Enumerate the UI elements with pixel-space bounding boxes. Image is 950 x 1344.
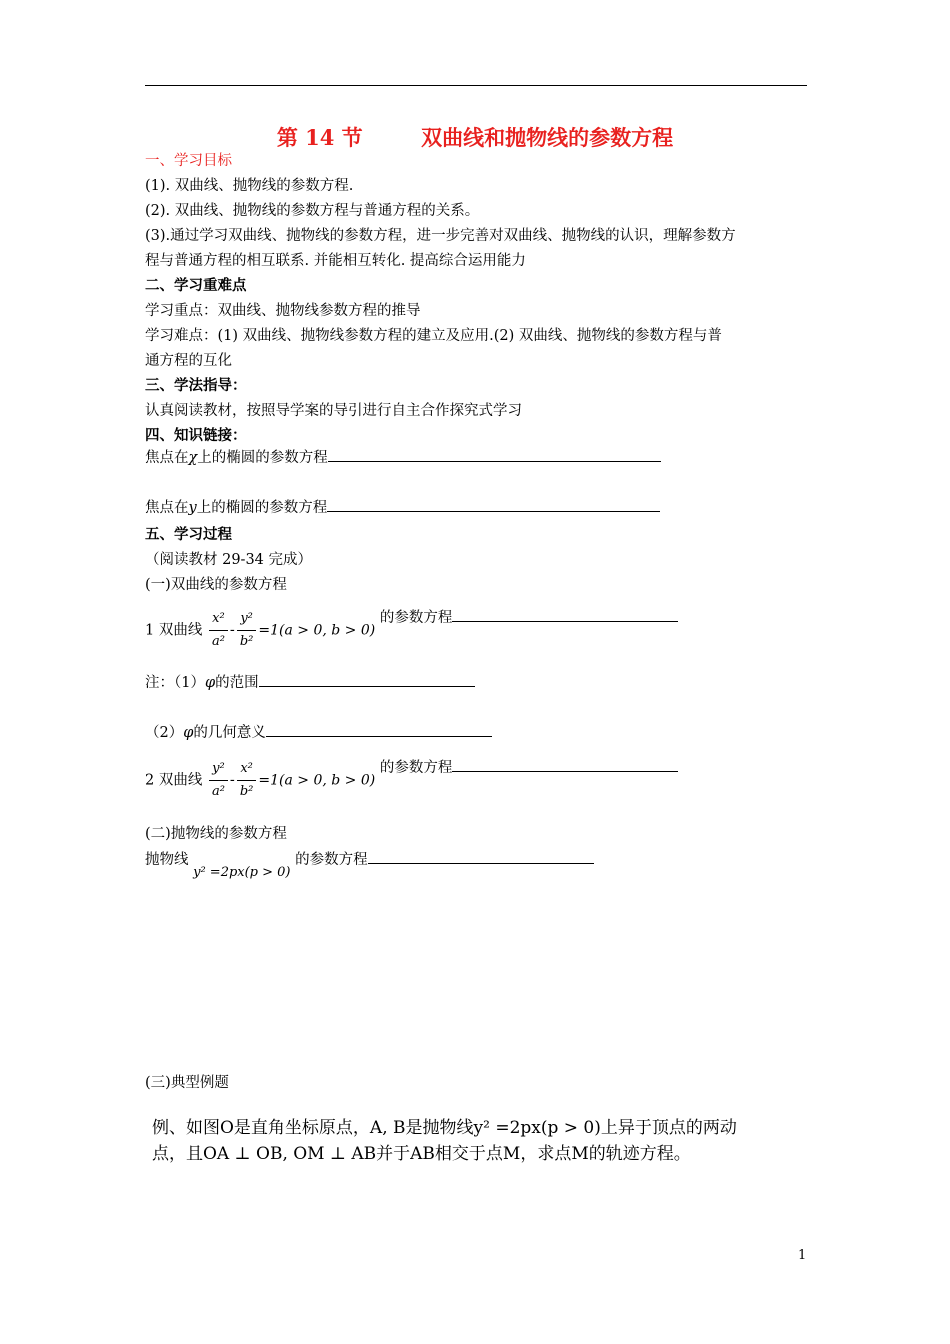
ellipse-y-prompt: [145, 497, 660, 518]
note-2-blank[interactable]: [266, 722, 492, 737]
section-1-heading: 一、学习目标: [145, 153, 232, 169]
note-1-post: 的范围: [215, 675, 259, 691]
difficulty-a: 学习难点：(1) 双曲线、抛物线参数方程的建立及应用.(2) 双曲线、抛物线的参数方程与普: [145, 328, 722, 344]
section-4-heading: 四、知识链接：: [145, 427, 247, 444]
ellipse-y-blank[interactable]: [327, 497, 660, 512]
ellipse-y-var: y: [188, 500, 197, 516]
q1-minus: -: [229, 622, 235, 639]
q2-pre: 2 双曲线: [145, 772, 203, 789]
note-1-blank[interactable]: [259, 672, 475, 687]
note-1: [145, 672, 475, 693]
q1-denominator-2: b²: [239, 634, 254, 649]
note-2-post: 的几何意义: [193, 725, 266, 741]
phi-symbol-2: φ: [183, 725, 194, 741]
ellipse-x-blank[interactable]: [328, 447, 661, 462]
q1-fraction-2: [237, 608, 257, 653]
phi-symbol-1: φ: [204, 675, 216, 691]
key-point: 学习重点：双曲线、抛物线参数方程的推导: [145, 303, 421, 319]
hyperbola-1-question: [145, 608, 678, 653]
page-number: 1: [798, 1248, 807, 1263]
subsection-parabola: (二)抛物线的参数方程: [145, 826, 287, 842]
q1-numerator-1: x²: [209, 608, 228, 631]
goal-item-1: (1). 双曲线、抛物线的参数方程.: [145, 178, 354, 194]
hyperbola-2-question: [145, 758, 678, 803]
q1-blank[interactable]: [452, 607, 678, 622]
q2-denominator-2: b²: [239, 784, 254, 799]
q2-rhs: =1(a > 0, b > 0): [258, 772, 376, 789]
q3-post: 的参数方程: [295, 852, 368, 868]
subsection-hyperbola: (一)双曲线的参数方程: [145, 577, 287, 593]
q1-fraction-1: [209, 608, 228, 653]
q2-post: 的参数方程: [379, 760, 453, 776]
reading-note: （阅读教材 29-34 完成）: [145, 552, 313, 568]
q2-blank[interactable]: [452, 757, 678, 772]
q1-pre: 1 双曲线: [145, 622, 203, 639]
q2-fraction-1: [209, 758, 228, 803]
q1-denominator-1: a²: [211, 634, 225, 649]
q2-denominator-1: a²: [211, 784, 225, 799]
subsection-examples: (三)典型例题: [145, 1075, 229, 1091]
q1-numerator-2: y²: [237, 608, 257, 631]
section-2-heading: 二、学习重难点: [145, 277, 247, 294]
goal-item-3b: 程与普通方程的相互联系. 并能相互转化. 提高综合运用能力: [145, 253, 526, 269]
note-2: [145, 722, 492, 743]
method-text: 认真阅读教材，按照导学案的导引进行自主合作探究式学习: [145, 403, 522, 419]
ellipse-x-var: χ: [188, 450, 198, 466]
goal-item-3a: (3).通过学习双曲线、抛物线的参数方程，进一步完善对双曲线、抛物线的认识，理解参数方: [145, 228, 736, 244]
page-title: 第 14 节 双曲线和抛物线的参数方程: [276, 125, 674, 150]
section-5-heading: 五、学习过程: [145, 526, 232, 543]
q2-fraction-2: [237, 758, 257, 803]
q2-numerator-2: x²: [237, 758, 257, 781]
section-3-heading: 三、学法指导：: [145, 377, 247, 394]
note-1-pre: 注：（1）: [145, 675, 205, 691]
parabola-question: [145, 849, 594, 880]
q3-equation: y² =2px(p > 0): [193, 865, 291, 880]
ellipse-x-post: 上的椭圆的参数方程: [197, 450, 328, 466]
ellipse-x-prompt: [145, 447, 661, 468]
q3-pre: 抛物线: [145, 852, 189, 868]
goal-item-2: (2). 双曲线、抛物线的参数方程与普通方程的关系。: [145, 203, 480, 219]
note-2-pre: （2）: [145, 725, 184, 741]
q3-blank[interactable]: [368, 849, 594, 864]
q2-minus: -: [229, 772, 235, 789]
example-line-1: 例、如图O是直角坐标原点，A, B是抛物线y² =2px(p > 0)上异于顶点的两动: [152, 1118, 737, 1138]
example-line-2: 点，且OA ⊥ OB, OM ⊥ AB并于AB相交于点M，求点M的轨迹方程。: [152, 1144, 691, 1164]
q2-numerator-1: y²: [209, 758, 228, 781]
difficulty-b: 通方程的互化: [145, 353, 232, 369]
q1-rhs: =1(a > 0, b > 0): [258, 622, 376, 639]
ellipse-y-pre: 焦点在: [145, 500, 189, 516]
q1-post: 的参数方程: [379, 610, 453, 626]
header-rule: [145, 85, 807, 86]
ellipse-x-pre: 焦点在: [145, 450, 189, 466]
ellipse-y-post: 上的椭圆的参数方程: [196, 500, 328, 516]
